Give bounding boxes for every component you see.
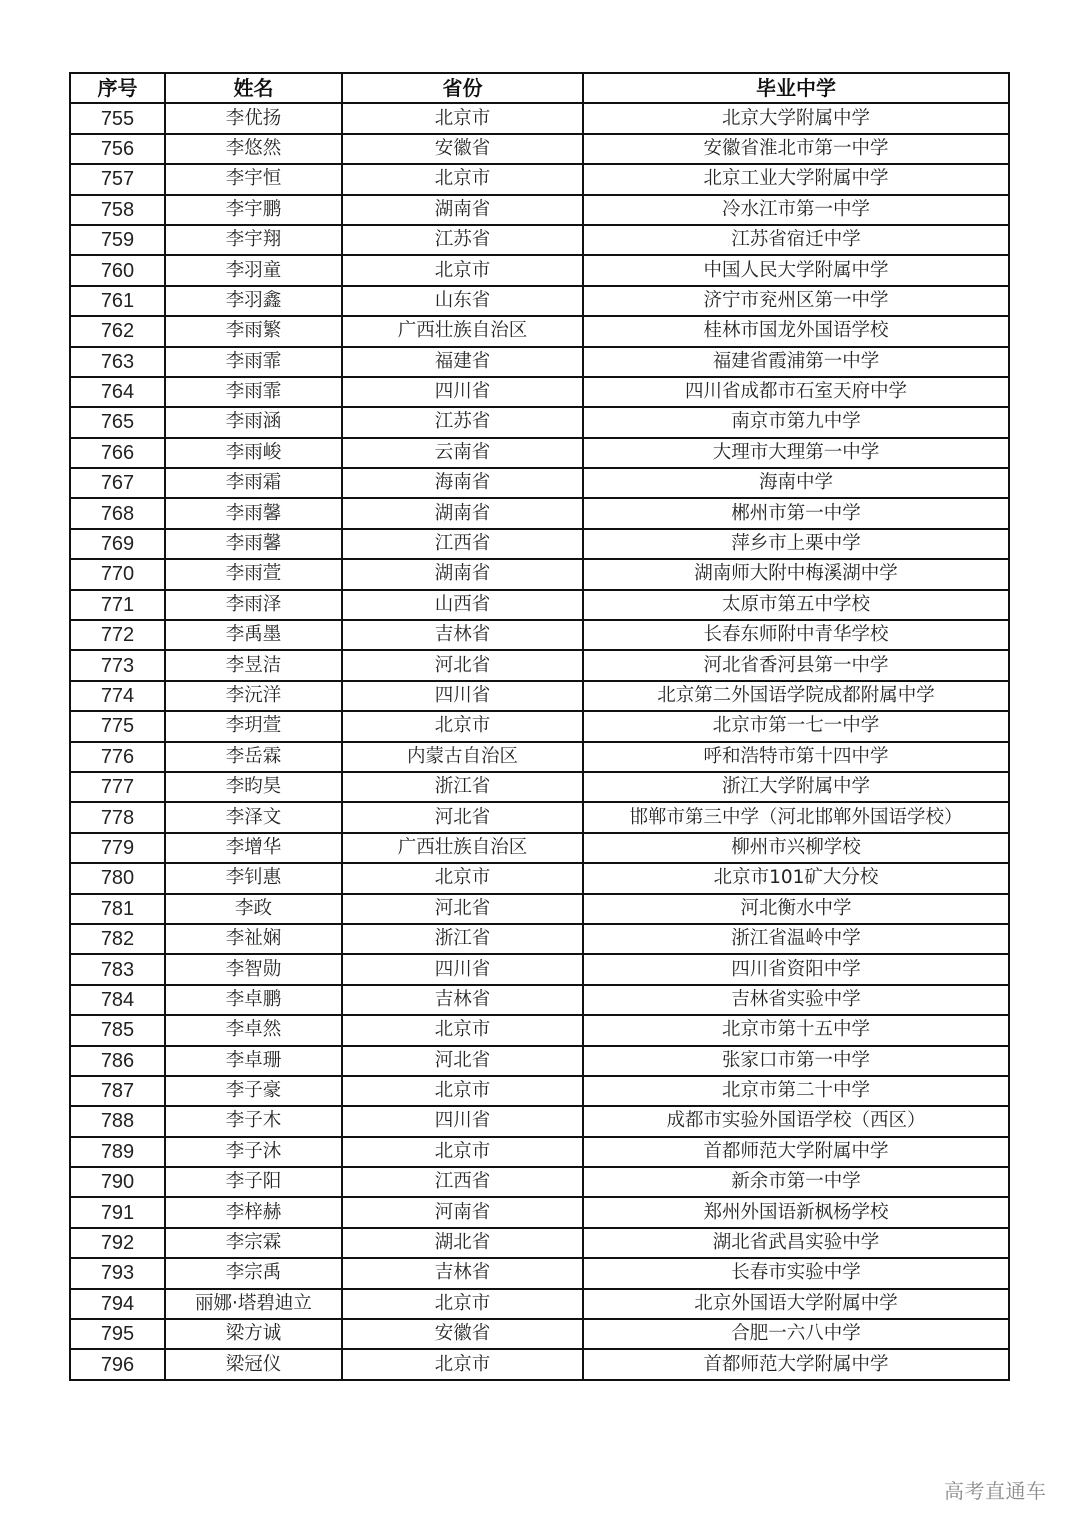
serial-number-cell: 792 bbox=[70, 1228, 165, 1258]
table-row bbox=[70, 894, 1009, 924]
name-cell: 李智勋 bbox=[165, 954, 342, 984]
table-row bbox=[70, 255, 1009, 285]
serial-number-cell: 757 bbox=[70, 164, 165, 194]
serial-number-cell: 771 bbox=[70, 590, 165, 620]
serial-number-cell: 796 bbox=[70, 1349, 165, 1379]
name-cell: 李宗禹 bbox=[165, 1258, 342, 1288]
school-cell: 合肥一六八中学 bbox=[583, 1319, 1009, 1349]
name-cell: 李雨峻 bbox=[165, 438, 342, 468]
serial-number-cell: 766 bbox=[70, 438, 165, 468]
school-cell: 河北省香河县第一中学 bbox=[583, 650, 1009, 680]
school-cell: 浙江省温岭中学 bbox=[583, 924, 1009, 954]
name-cell: 李雨泽 bbox=[165, 590, 342, 620]
name-cell: 李羽鑫 bbox=[165, 286, 342, 316]
school-cell: 四川省成都市石室天府中学 bbox=[583, 377, 1009, 407]
province-cell: 吉林省 bbox=[342, 1258, 583, 1288]
province-cell: 湖南省 bbox=[342, 498, 583, 528]
province-cell: 广西壮族自治区 bbox=[342, 833, 583, 863]
school-cell: 首都师范大学附属中学 bbox=[583, 1349, 1009, 1379]
serial-number-cell: 764 bbox=[70, 377, 165, 407]
school-cell: 济宁市兖州区第一中学 bbox=[583, 286, 1009, 316]
roster-table bbox=[69, 72, 1010, 1381]
table-row bbox=[70, 347, 1009, 377]
province-cell: 江苏省 bbox=[342, 225, 583, 255]
name-cell: 李泽文 bbox=[165, 802, 342, 832]
province-cell: 江西省 bbox=[342, 529, 583, 559]
school-cell: 成都市实验外国语学校（西区） bbox=[583, 1106, 1009, 1136]
serial-number-cell: 762 bbox=[70, 316, 165, 346]
table-row bbox=[70, 681, 1009, 711]
province-cell: 广西壮族自治区 bbox=[342, 316, 583, 346]
table-row bbox=[70, 924, 1009, 954]
serial-number-cell: 787 bbox=[70, 1076, 165, 1106]
table-row bbox=[70, 529, 1009, 559]
school-cell: 北京市第一七一中学 bbox=[583, 711, 1009, 741]
school-cell: 福建省霞浦第一中学 bbox=[583, 347, 1009, 377]
table-row bbox=[70, 1046, 1009, 1076]
name-cell: 李宇恒 bbox=[165, 164, 342, 194]
table-row bbox=[70, 316, 1009, 346]
serial-number-cell: 778 bbox=[70, 802, 165, 832]
serial-number-cell: 781 bbox=[70, 894, 165, 924]
province-cell: 北京市 bbox=[342, 1289, 583, 1319]
table-row bbox=[70, 1197, 1009, 1227]
serial-number-cell: 793 bbox=[70, 1258, 165, 1288]
name-cell: 李禹墨 bbox=[165, 620, 342, 650]
table-row bbox=[70, 833, 1009, 863]
province-cell: 安徽省 bbox=[342, 1319, 583, 1349]
serial-number-cell: 773 bbox=[70, 650, 165, 680]
table-row bbox=[70, 1258, 1009, 1288]
serial-number-cell: 772 bbox=[70, 620, 165, 650]
serial-number-cell: 763 bbox=[70, 347, 165, 377]
name-cell: 李沅洋 bbox=[165, 681, 342, 711]
school-cell: 北京工业大学附属中学 bbox=[583, 164, 1009, 194]
table-row bbox=[70, 711, 1009, 741]
name-cell: 李祉娴 bbox=[165, 924, 342, 954]
school-cell: 中国人民大学附属中学 bbox=[583, 255, 1009, 285]
name-cell: 李悠然 bbox=[165, 134, 342, 164]
table-row bbox=[70, 377, 1009, 407]
serial-number-cell: 756 bbox=[70, 134, 165, 164]
school-cell: 浙江大学附属中学 bbox=[583, 772, 1009, 802]
serial-number-cell: 770 bbox=[70, 559, 165, 589]
school-cell: 大理市大理第一中学 bbox=[583, 438, 1009, 468]
table-row bbox=[70, 620, 1009, 650]
province-cell: 北京市 bbox=[342, 1015, 583, 1045]
serial-number-cell: 791 bbox=[70, 1197, 165, 1227]
name-cell: 李卓鹏 bbox=[165, 985, 342, 1015]
table-row bbox=[70, 1289, 1009, 1319]
province-cell: 湖北省 bbox=[342, 1228, 583, 1258]
serial-number-cell: 768 bbox=[70, 498, 165, 528]
school-cell: 新余市第一中学 bbox=[583, 1167, 1009, 1197]
school-cell: 郴州市第一中学 bbox=[583, 498, 1009, 528]
school-cell: 萍乡市上栗中学 bbox=[583, 529, 1009, 559]
table-row bbox=[70, 134, 1009, 164]
province-cell: 海南省 bbox=[342, 468, 583, 498]
name-cell: 李梓赫 bbox=[165, 1197, 342, 1227]
table-row bbox=[70, 590, 1009, 620]
table-row bbox=[70, 468, 1009, 498]
province-cell: 安徽省 bbox=[342, 134, 583, 164]
name-cell: 李子沐 bbox=[165, 1137, 342, 1167]
name-cell: 李优扬 bbox=[165, 103, 342, 133]
serial-number-cell: 775 bbox=[70, 711, 165, 741]
header-serial-number: 序号 bbox=[70, 73, 165, 103]
table-row bbox=[70, 1015, 1009, 1045]
table-row bbox=[70, 954, 1009, 984]
serial-number-cell: 759 bbox=[70, 225, 165, 255]
table-row bbox=[70, 195, 1009, 225]
school-cell: 北京第二外国语学院成都附属中学 bbox=[583, 681, 1009, 711]
school-cell: 四川省资阳中学 bbox=[583, 954, 1009, 984]
province-cell: 河南省 bbox=[342, 1197, 583, 1227]
province-cell: 云南省 bbox=[342, 438, 583, 468]
name-cell: 李卓然 bbox=[165, 1015, 342, 1045]
table-row bbox=[70, 863, 1009, 893]
province-cell: 北京市 bbox=[342, 1349, 583, 1379]
province-cell: 山西省 bbox=[342, 590, 583, 620]
name-cell: 李玥萱 bbox=[165, 711, 342, 741]
school-cell: 北京市第二十中学 bbox=[583, 1076, 1009, 1106]
province-cell: 北京市 bbox=[342, 1076, 583, 1106]
serial-number-cell: 769 bbox=[70, 529, 165, 559]
serial-number-cell: 789 bbox=[70, 1137, 165, 1167]
table-row bbox=[70, 1137, 1009, 1167]
watermark-text: 高考直通车 bbox=[944, 1479, 1047, 1503]
name-cell: 李子阳 bbox=[165, 1167, 342, 1197]
table-row bbox=[70, 985, 1009, 1015]
name-cell: 李增华 bbox=[165, 833, 342, 863]
school-cell: 南京市第九中学 bbox=[583, 407, 1009, 437]
serial-number-cell: 755 bbox=[70, 103, 165, 133]
name-cell: 李岳霖 bbox=[165, 742, 342, 772]
name-cell: 梁方诚 bbox=[165, 1319, 342, 1349]
serial-number-cell: 790 bbox=[70, 1167, 165, 1197]
serial-number-cell: 758 bbox=[70, 195, 165, 225]
table-row bbox=[70, 286, 1009, 316]
serial-number-cell: 767 bbox=[70, 468, 165, 498]
table-row bbox=[70, 498, 1009, 528]
province-cell: 内蒙古自治区 bbox=[342, 742, 583, 772]
province-cell: 河北省 bbox=[342, 1046, 583, 1076]
school-cell: 首都师范大学附属中学 bbox=[583, 1137, 1009, 1167]
table-row bbox=[70, 225, 1009, 255]
school-cell: 北京外国语大学附属中学 bbox=[583, 1289, 1009, 1319]
serial-number-cell: 761 bbox=[70, 286, 165, 316]
table-row bbox=[70, 1106, 1009, 1136]
province-cell: 四川省 bbox=[342, 377, 583, 407]
name-cell: 李雨馨 bbox=[165, 498, 342, 528]
name-cell: 李羽童 bbox=[165, 255, 342, 285]
province-cell: 吉林省 bbox=[342, 985, 583, 1015]
school-cell: 北京市第十五中学 bbox=[583, 1015, 1009, 1045]
serial-number-cell: 777 bbox=[70, 772, 165, 802]
school-cell: 郑州外国语新枫杨学校 bbox=[583, 1197, 1009, 1227]
serial-number-cell: 788 bbox=[70, 1106, 165, 1136]
province-cell: 福建省 bbox=[342, 347, 583, 377]
header-row bbox=[70, 73, 1009, 103]
province-cell: 北京市 bbox=[342, 103, 583, 133]
name-cell: 李宗霖 bbox=[165, 1228, 342, 1258]
school-cell: 桂林市国龙外国语学校 bbox=[583, 316, 1009, 346]
table-row bbox=[70, 1349, 1009, 1379]
province-cell: 河北省 bbox=[342, 802, 583, 832]
table-row bbox=[70, 103, 1009, 133]
school-cell: 北京市101矿大分校 bbox=[583, 863, 1009, 893]
province-cell: 北京市 bbox=[342, 1137, 583, 1167]
name-cell: 李子木 bbox=[165, 1106, 342, 1136]
name-cell: 梁冠仪 bbox=[165, 1349, 342, 1379]
name-cell: 李政 bbox=[165, 894, 342, 924]
table-row bbox=[70, 1167, 1009, 1197]
serial-number-cell: 780 bbox=[70, 863, 165, 893]
table-row bbox=[70, 772, 1009, 802]
name-cell: 丽娜·塔碧迪立 bbox=[165, 1289, 342, 1319]
table-row bbox=[70, 1319, 1009, 1349]
school-cell: 邯郸市第三中学（河北邯郸外国语学校） bbox=[583, 802, 1009, 832]
province-cell: 北京市 bbox=[342, 711, 583, 741]
header-province: 省份 bbox=[342, 73, 583, 103]
serial-number-cell: 782 bbox=[70, 924, 165, 954]
school-cell: 河北衡水中学 bbox=[583, 894, 1009, 924]
serial-number-cell: 786 bbox=[70, 1046, 165, 1076]
table-row bbox=[70, 650, 1009, 680]
name-cell: 李雨霏 bbox=[165, 347, 342, 377]
table-row bbox=[70, 559, 1009, 589]
province-cell: 四川省 bbox=[342, 681, 583, 711]
serial-number-cell: 765 bbox=[70, 407, 165, 437]
school-cell: 柳州市兴柳学校 bbox=[583, 833, 1009, 863]
province-cell: 北京市 bbox=[342, 164, 583, 194]
name-cell: 李昱洁 bbox=[165, 650, 342, 680]
province-cell: 北京市 bbox=[342, 255, 583, 285]
table-row bbox=[70, 407, 1009, 437]
school-cell: 长春市实验中学 bbox=[583, 1258, 1009, 1288]
table-row bbox=[70, 742, 1009, 772]
serial-number-cell: 760 bbox=[70, 255, 165, 285]
name-cell: 李卓珊 bbox=[165, 1046, 342, 1076]
school-cell: 冷水江市第一中学 bbox=[583, 195, 1009, 225]
name-cell: 李昀昊 bbox=[165, 772, 342, 802]
serial-number-cell: 785 bbox=[70, 1015, 165, 1045]
school-cell: 吉林省实验中学 bbox=[583, 985, 1009, 1015]
name-cell: 李宇翔 bbox=[165, 225, 342, 255]
name-cell: 李子豪 bbox=[165, 1076, 342, 1106]
table-row bbox=[70, 1228, 1009, 1258]
province-cell: 吉林省 bbox=[342, 620, 583, 650]
serial-number-cell: 774 bbox=[70, 681, 165, 711]
province-cell: 浙江省 bbox=[342, 924, 583, 954]
province-cell: 河北省 bbox=[342, 894, 583, 924]
province-cell: 四川省 bbox=[342, 954, 583, 984]
province-cell: 江苏省 bbox=[342, 407, 583, 437]
name-cell: 李宇鹏 bbox=[165, 195, 342, 225]
province-cell: 江西省 bbox=[342, 1167, 583, 1197]
table-row bbox=[70, 1076, 1009, 1106]
header-name: 姓名 bbox=[165, 73, 342, 103]
name-cell: 李雨繁 bbox=[165, 316, 342, 346]
table-row bbox=[70, 802, 1009, 832]
school-cell: 太原市第五中学校 bbox=[583, 590, 1009, 620]
serial-number-cell: 779 bbox=[70, 833, 165, 863]
school-cell: 海南中学 bbox=[583, 468, 1009, 498]
province-cell: 河北省 bbox=[342, 650, 583, 680]
name-cell: 李雨霏 bbox=[165, 377, 342, 407]
name-cell: 李雨霜 bbox=[165, 468, 342, 498]
header-school: 毕业中学 bbox=[583, 73, 1009, 103]
serial-number-cell: 784 bbox=[70, 985, 165, 1015]
table-body bbox=[70, 103, 1009, 1379]
province-cell: 湖南省 bbox=[342, 559, 583, 589]
name-cell: 李雨萱 bbox=[165, 559, 342, 589]
name-cell: 李雨馨 bbox=[165, 529, 342, 559]
school-cell: 江苏省宿迁中学 bbox=[583, 225, 1009, 255]
school-cell: 湖南师大附中梅溪湖中学 bbox=[583, 559, 1009, 589]
table-row bbox=[70, 438, 1009, 468]
school-cell: 北京大学附属中学 bbox=[583, 103, 1009, 133]
name-cell: 李雨涵 bbox=[165, 407, 342, 437]
name-cell: 李钊惠 bbox=[165, 863, 342, 893]
serial-number-cell: 783 bbox=[70, 954, 165, 984]
school-cell: 湖北省武昌实验中学 bbox=[583, 1228, 1009, 1258]
serial-number-cell: 776 bbox=[70, 742, 165, 772]
school-cell: 安徽省淮北市第一中学 bbox=[583, 134, 1009, 164]
school-cell: 呼和浩特市第十四中学 bbox=[583, 742, 1009, 772]
school-cell: 长春东师附中青华学校 bbox=[583, 620, 1009, 650]
province-cell: 四川省 bbox=[342, 1106, 583, 1136]
province-cell: 湖南省 bbox=[342, 195, 583, 225]
serial-number-cell: 795 bbox=[70, 1319, 165, 1349]
province-cell: 山东省 bbox=[342, 286, 583, 316]
table-row bbox=[70, 164, 1009, 194]
serial-number-cell: 794 bbox=[70, 1289, 165, 1319]
province-cell: 浙江省 bbox=[342, 772, 583, 802]
school-cell: 张家口市第一中学 bbox=[583, 1046, 1009, 1076]
province-cell: 北京市 bbox=[342, 863, 583, 893]
